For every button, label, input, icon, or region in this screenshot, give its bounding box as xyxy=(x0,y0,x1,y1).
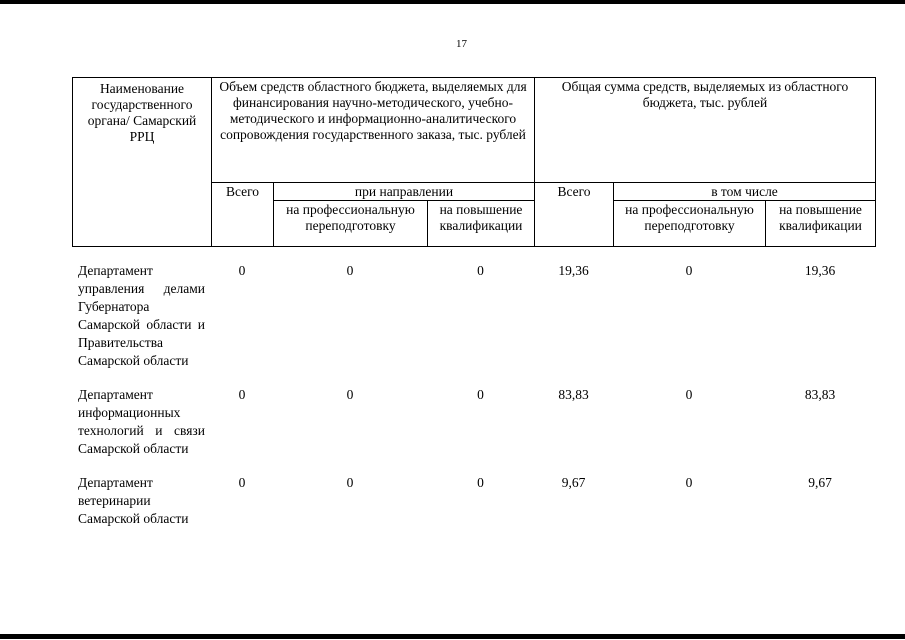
table-header xyxy=(72,77,876,247)
cell-v2-retraining: 0 xyxy=(685,475,693,490)
cell-v1-advanced: 0 xyxy=(477,475,484,490)
row-name: Департамент ветеринарии Самарской области xyxy=(78,475,189,526)
header-including: в том числе xyxy=(614,183,876,201)
cell-v1-total: 0 xyxy=(238,263,246,278)
cell-v1-total: 0 xyxy=(238,387,246,402)
header-regional-budget-volume: Объем средств областного бюджета, выделяемых для финансирования научно-методического, учебно-методического и информационно-аналитического сопровождения государственного заказа, тыс. рублей xyxy=(212,78,535,183)
header-v1-total: Всего xyxy=(212,183,274,247)
cell-v1-advanced: 0 xyxy=(477,387,484,402)
table-row xyxy=(72,386,875,474)
header-v1-advanced: на повышение квалификации xyxy=(428,201,535,247)
top-border xyxy=(0,0,905,4)
header-v2-advanced: на повышение квалификации xyxy=(766,201,876,247)
cell-v2-retraining: 0 xyxy=(685,263,693,278)
cell-v2-advanced: 83,83 xyxy=(804,387,836,402)
cell-v1-total: 0 xyxy=(238,475,246,490)
cell-v2-total: 19,36 xyxy=(558,263,589,278)
cell-v2-total: 9,67 xyxy=(561,475,586,490)
cell-v1-advanced: 0 xyxy=(477,263,484,278)
bottom-border xyxy=(0,634,905,639)
cell-v2-total: 83,83 xyxy=(558,387,589,402)
header-v2-retraining: на профессиональную переподготовку xyxy=(614,201,766,247)
header-name: Наименование государственного органа/ Самарский РРЦ xyxy=(73,78,212,247)
row-name: Департамент информационных технологий и связи Самарской области xyxy=(78,387,205,456)
header-by-direction: при направлении xyxy=(274,183,535,201)
table-row xyxy=(72,474,875,544)
cell-v2-retraining: 0 xyxy=(685,387,693,402)
cell-v1-retraining: 0 xyxy=(346,387,354,402)
header-v2-total: Всего xyxy=(535,183,614,247)
cell-v2-advanced: 19,36 xyxy=(804,263,836,278)
page-number: 17 xyxy=(456,38,467,50)
header-v1-retraining: на профессиональную переподготовку xyxy=(274,201,428,247)
row-name: Департамент управления делами Губернатора Самарской области и Правительства Самарской области xyxy=(78,263,205,368)
cell-v1-retraining: 0 xyxy=(346,263,354,278)
header-total-sum: Общая сумма средств, выделяемых из областного бюджета, тыс. рублей xyxy=(535,78,876,183)
cell-v2-advanced: 9,67 xyxy=(808,475,832,490)
table-body xyxy=(72,262,875,544)
table-row xyxy=(72,262,875,386)
cell-v1-retraining: 0 xyxy=(346,475,354,490)
